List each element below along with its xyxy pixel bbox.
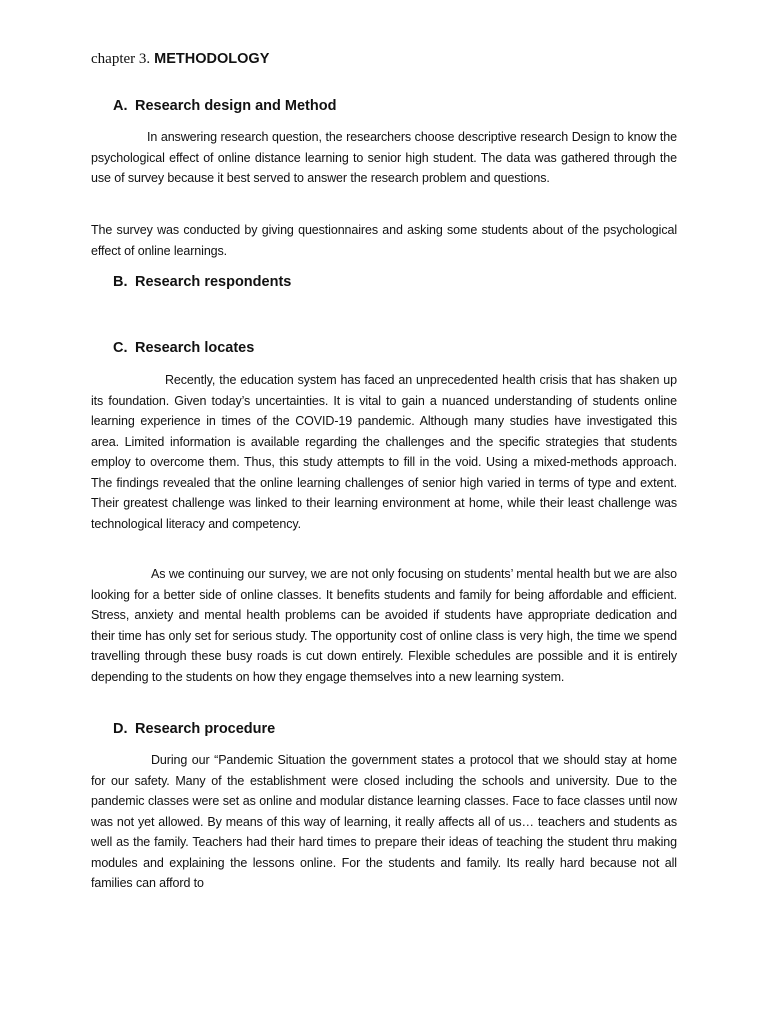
chapter-prefix: chapter 3. xyxy=(91,51,151,67)
section-c-title: Research locates xyxy=(135,340,255,356)
section-d-title: Research procedure xyxy=(135,721,276,737)
section-a-title: Research design and Method xyxy=(135,98,337,114)
chapter-heading xyxy=(91,49,269,69)
section-a-paragraph-1: In answering research question, the researchers choose descriptive research Design to know the psychological effect of online distance learning to senior high student. The data was gathered through the use of survey because it best served to answer the research problem and questions. xyxy=(91,130,677,185)
section-b-letter: B. xyxy=(113,274,128,290)
section-c-heading xyxy=(113,338,254,358)
section-a-heading xyxy=(113,96,336,116)
section-d-heading xyxy=(113,719,275,739)
chapter-title: METHODOLOGY xyxy=(154,51,270,67)
section-a-paragraph-2: The survey was conducted by giving questionnaires and asking some students about of the psychological effect of online learnings. xyxy=(91,223,677,258)
section-c-paragraph-1: Recently, the education system has faced an unprecedented health crisis that has shaken up its foundation. Given today’s uncertainties. It is vital to gain a nuanced understanding of students online learning experience in times of the COVID-19 pandemic. Although many studies have investigated this area. Limited information is available regarding the challenges and the specific strategies that students employ to overcome them. Thus, this study attempts to fill in the void. Using a mixed-methods approach. The findings revealed that the online learning challenges of senior high varied in terms of type and extent. Their greatest challenge was linked to their learning environment at home, while their least challenge was technological literacy and competency. xyxy=(91,373,677,531)
section-c-paragraph-2: As we continuing our survey, we are not only focusing on students’ mental health but we are also looking for a better side of online classes. It benefits students and family for being affordable and efficient. Stress, anxiety and mental health problems can be avoided if students have appropriate dedication and their time has only set for serious study. The opportunity cost of online class is very high, the time we spend travelling through these busy roads is cut down entirely. Flexible schedules are possible and it is entirely depending to the students on how they engage themselves into a new learning system. xyxy=(91,567,677,684)
section-d-letter: D. xyxy=(113,721,128,737)
section-a-letter: A. xyxy=(113,98,128,114)
section-b-title: Research respondents xyxy=(135,274,292,290)
section-b-heading xyxy=(113,272,291,292)
section-c-letter: C. xyxy=(113,340,128,356)
section-d-paragraph-1: During our “Pandemic Situation the government states a protocol that we should stay at home for our safety. Many of the establishment were closed including the schools and university. Due to the pandemic classes were set as online and modular distance learning classes. Face to face classes until now was not yet allowed. By means of this way of learning, it really affects all of us… teachers and students as well as the family. Teachers had their hard times to prepare their ideas of teaching the student thru making modules and explaining the lessons online. For the students and family. Its really hard because not all families can afford to xyxy=(91,753,677,890)
